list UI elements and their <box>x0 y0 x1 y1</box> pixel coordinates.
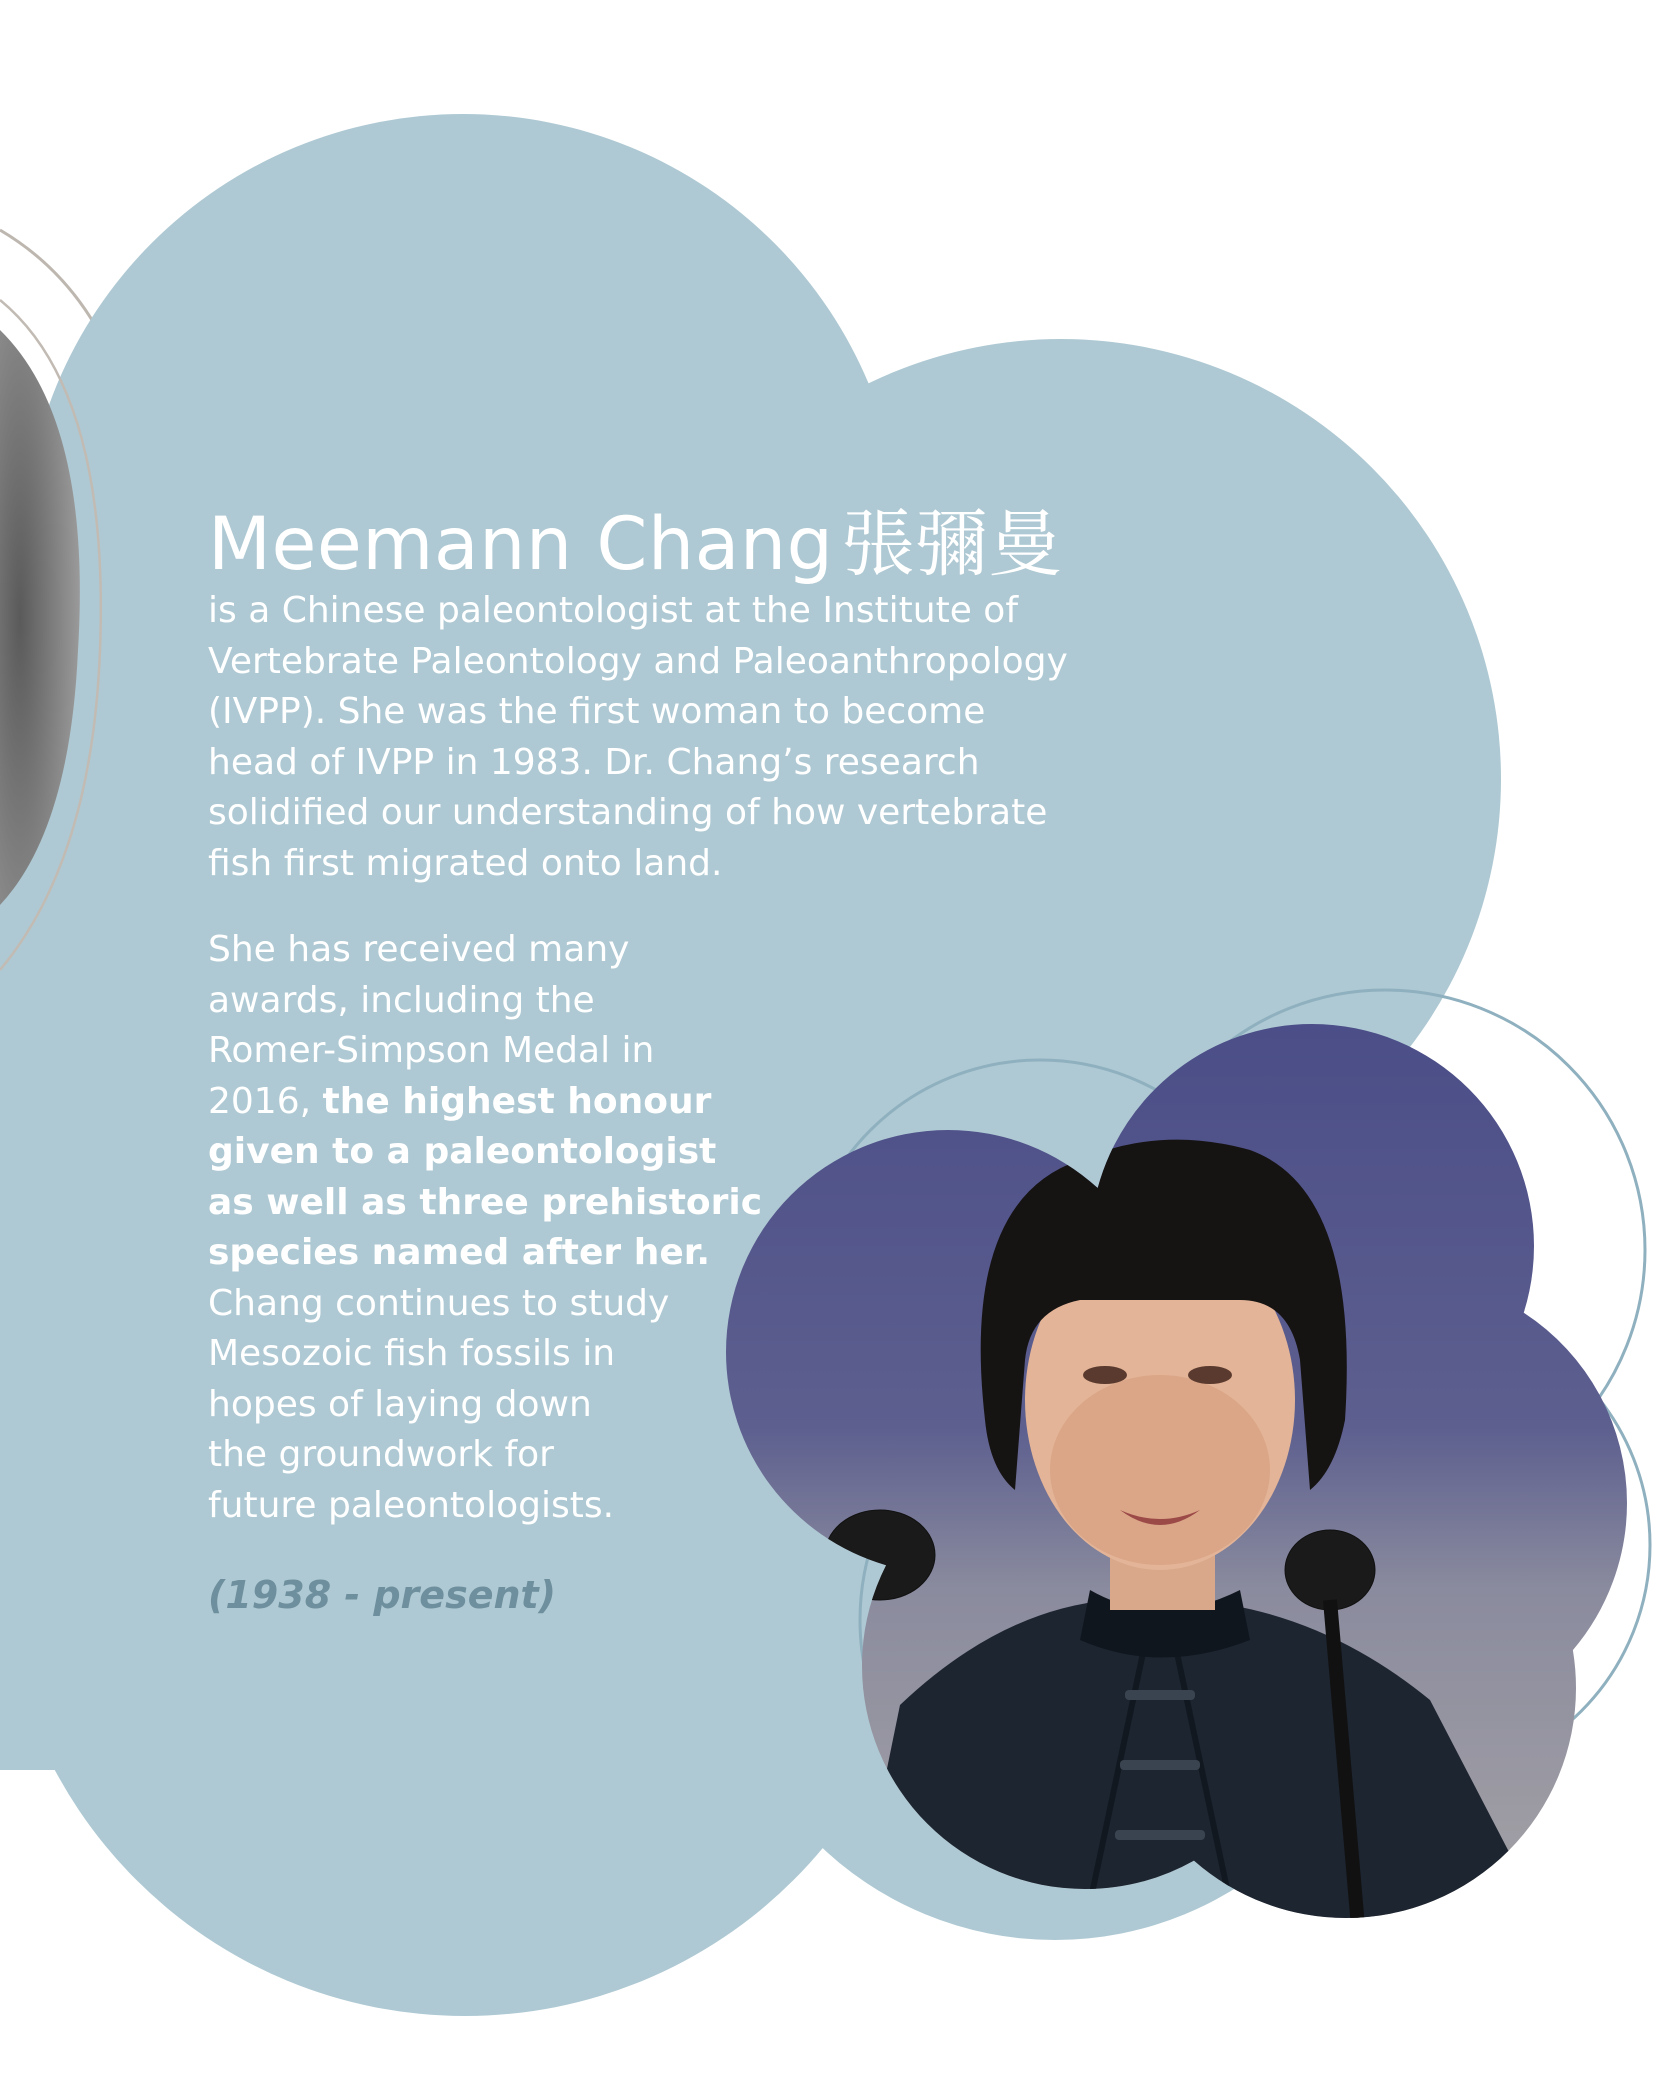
life-dates: (1938 - present) <box>208 1573 557 1617</box>
profile-name-chinese: 張彌曼 <box>841 502 1062 587</box>
profile-text <box>208 504 1168 1617</box>
profile-name: Meemann Chang <box>208 502 834 587</box>
bio-paragraph-2-end: Chang continues to study Mesozoic fish fossils in hopes of laying down the groundwork for future paleontologists. <box>208 1282 670 1526</box>
bio-highlight: the highest honour given to a paleontologist as well as three prehistoric species named after her. <box>208 1080 763 1273</box>
profile-name-heading <box>208 504 1168 586</box>
bio-paragraph-2-intro: She has received many awards, including the Romer-Simpson Medal in 2016, <box>208 929 655 1122</box>
bio-paragraph-1: is a Chinese paleontologist at the Institute of Vertebrate Paleontology and Paleoanthropology (IVPP). She was the first woman to become head of IVPP in 1983. Dr. Chang’s research solidified our understanding of how vertebrate fish first migrated onto land. <box>208 590 1068 884</box>
bio-paragraph-2 <box>208 925 768 1531</box>
